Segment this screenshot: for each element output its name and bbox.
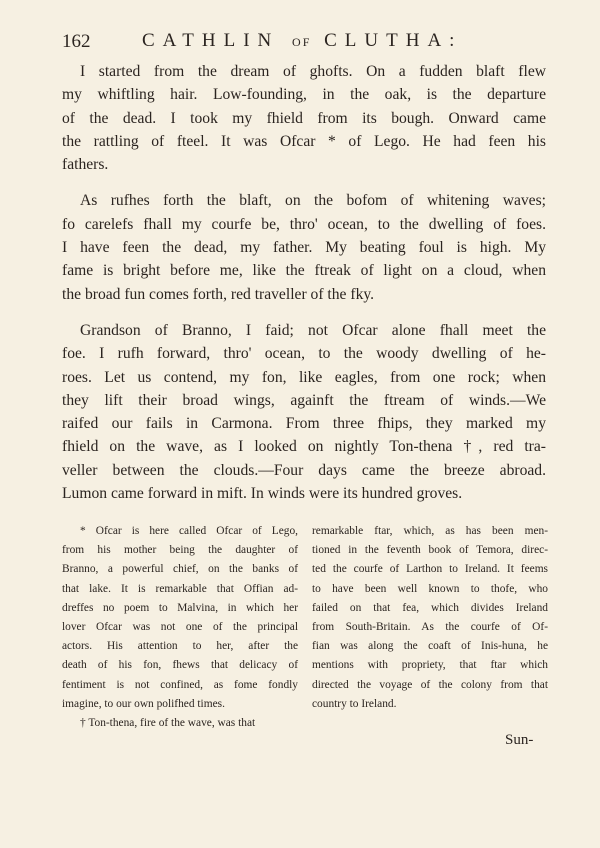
text-line: of the dead. I took my fhield from its bough. Onward came bbox=[62, 109, 546, 127]
text-line: veller between the clouds.—Four days came the breeze abroad. bbox=[62, 461, 546, 479]
footnote-line: imagine, to our own polifhed times. bbox=[62, 697, 225, 710]
text-line: my whiftling hair. Low-founding, in the oak, is the departure bbox=[62, 86, 546, 104]
footnote-line: country to Ireland. bbox=[312, 697, 397, 710]
text-line: Lumon came forward in mift. In winds were its hundred groves. bbox=[62, 485, 463, 503]
footnote-column-right bbox=[312, 522, 548, 714]
footnote-line: fian was along the coaft of Inis-huna, he bbox=[312, 640, 548, 653]
footnote-line: directed the voyage of the colony from that bbox=[312, 678, 548, 691]
running-header bbox=[62, 30, 542, 54]
paragraph-1 bbox=[62, 60, 546, 176]
text-line: the broad fun comes forth, red traveller of the fky. bbox=[62, 285, 375, 303]
footnote-line: * Ofcar is here called Ofcar of Lego, bbox=[80, 525, 298, 537]
running-title bbox=[142, 30, 462, 52]
text-line: the rattling of fteel. It was Ofcar * of Lego. He had feen his bbox=[62, 132, 546, 150]
paragraph-3 bbox=[62, 319, 546, 505]
footnote-line: actors. His attention to her, after the bbox=[62, 640, 298, 653]
text-line: fathers. bbox=[62, 156, 109, 174]
paragraph-2 bbox=[62, 189, 546, 305]
title-part-of: OF bbox=[292, 35, 312, 49]
main-text bbox=[62, 60, 546, 505]
footnote-line: ted the courfe of Larthon to Ireland. It feems bbox=[312, 563, 548, 576]
footnote-line: fentiment is not confined, as fome fondly bbox=[62, 678, 298, 691]
text-line: roes. Let us contend, my fon, like eagles, from one rock; when bbox=[62, 368, 546, 386]
footnote-line: from his mother being the daughter of bbox=[62, 544, 298, 557]
text-line: As rufhes forth the blaft, on the bofom of whitening waves; bbox=[80, 192, 546, 210]
footnote-line: that lake. It is remarkable that Offian ad- bbox=[62, 582, 298, 595]
footnote-line: Branno, a powerful chief, on the banks of bbox=[62, 563, 298, 576]
footnote-line: tioned in the feventh book of Temora, direc- bbox=[312, 544, 548, 557]
footnote-line: dreffes no poem to Malvina, in which her bbox=[62, 601, 298, 614]
footnote-line: to have been well known to thofe, who bbox=[312, 582, 548, 595]
text-line: foe. I rufh forward, thro' ocean, to the woody dwelling of he- bbox=[62, 345, 546, 363]
footnote-line: from South-Britain. As the courfe of Of- bbox=[312, 621, 548, 634]
footnote-line: † Ton-thena, fire of the wave, was that bbox=[80, 717, 256, 730]
text-line: they lift their broad wings, againft the ftream of winds.—We bbox=[62, 391, 546, 409]
title-part-a: CATHLIN bbox=[142, 30, 280, 51]
title-part-b: CLUTHA: bbox=[324, 30, 463, 51]
text-line: I started from the dream of ghofts. On a fudden blaft flew bbox=[80, 63, 546, 80]
footnote-line: remarkable ftar, which, as has been men- bbox=[312, 525, 548, 537]
page-number: 162 bbox=[62, 31, 91, 52]
text-line: I have feen the dead, my father. My beating foul is high. My bbox=[62, 239, 546, 257]
catchword: Sun- bbox=[505, 732, 534, 748]
footnote-line: lover Ofcar was not one of the principal bbox=[62, 621, 298, 634]
footnote-column-left bbox=[62, 522, 298, 733]
text-line: fo carelefs fhall my courfe be, thro' ocean, to the dwelling of foes. bbox=[62, 215, 546, 233]
text-line: raifed our fails in Carmona. From three fhips, they marked my bbox=[62, 415, 546, 433]
footnote-line: mentions with propriety, that ftar which bbox=[312, 659, 548, 672]
text-line: fame is bright before me, like the ftreak of light on a cloud, when bbox=[62, 262, 546, 280]
text-line: Grandson of Branno, I faid; not Ofcar alone fhall meet the bbox=[80, 321, 546, 339]
text-line: fhield on the wave, as I looked on nightly Ton-thena †, red tra- bbox=[62, 438, 546, 456]
footnote-line: failed on that fea, which divides Ireland bbox=[312, 601, 548, 614]
footnote-line: death of his fon, fhews that delicacy of bbox=[62, 659, 298, 672]
